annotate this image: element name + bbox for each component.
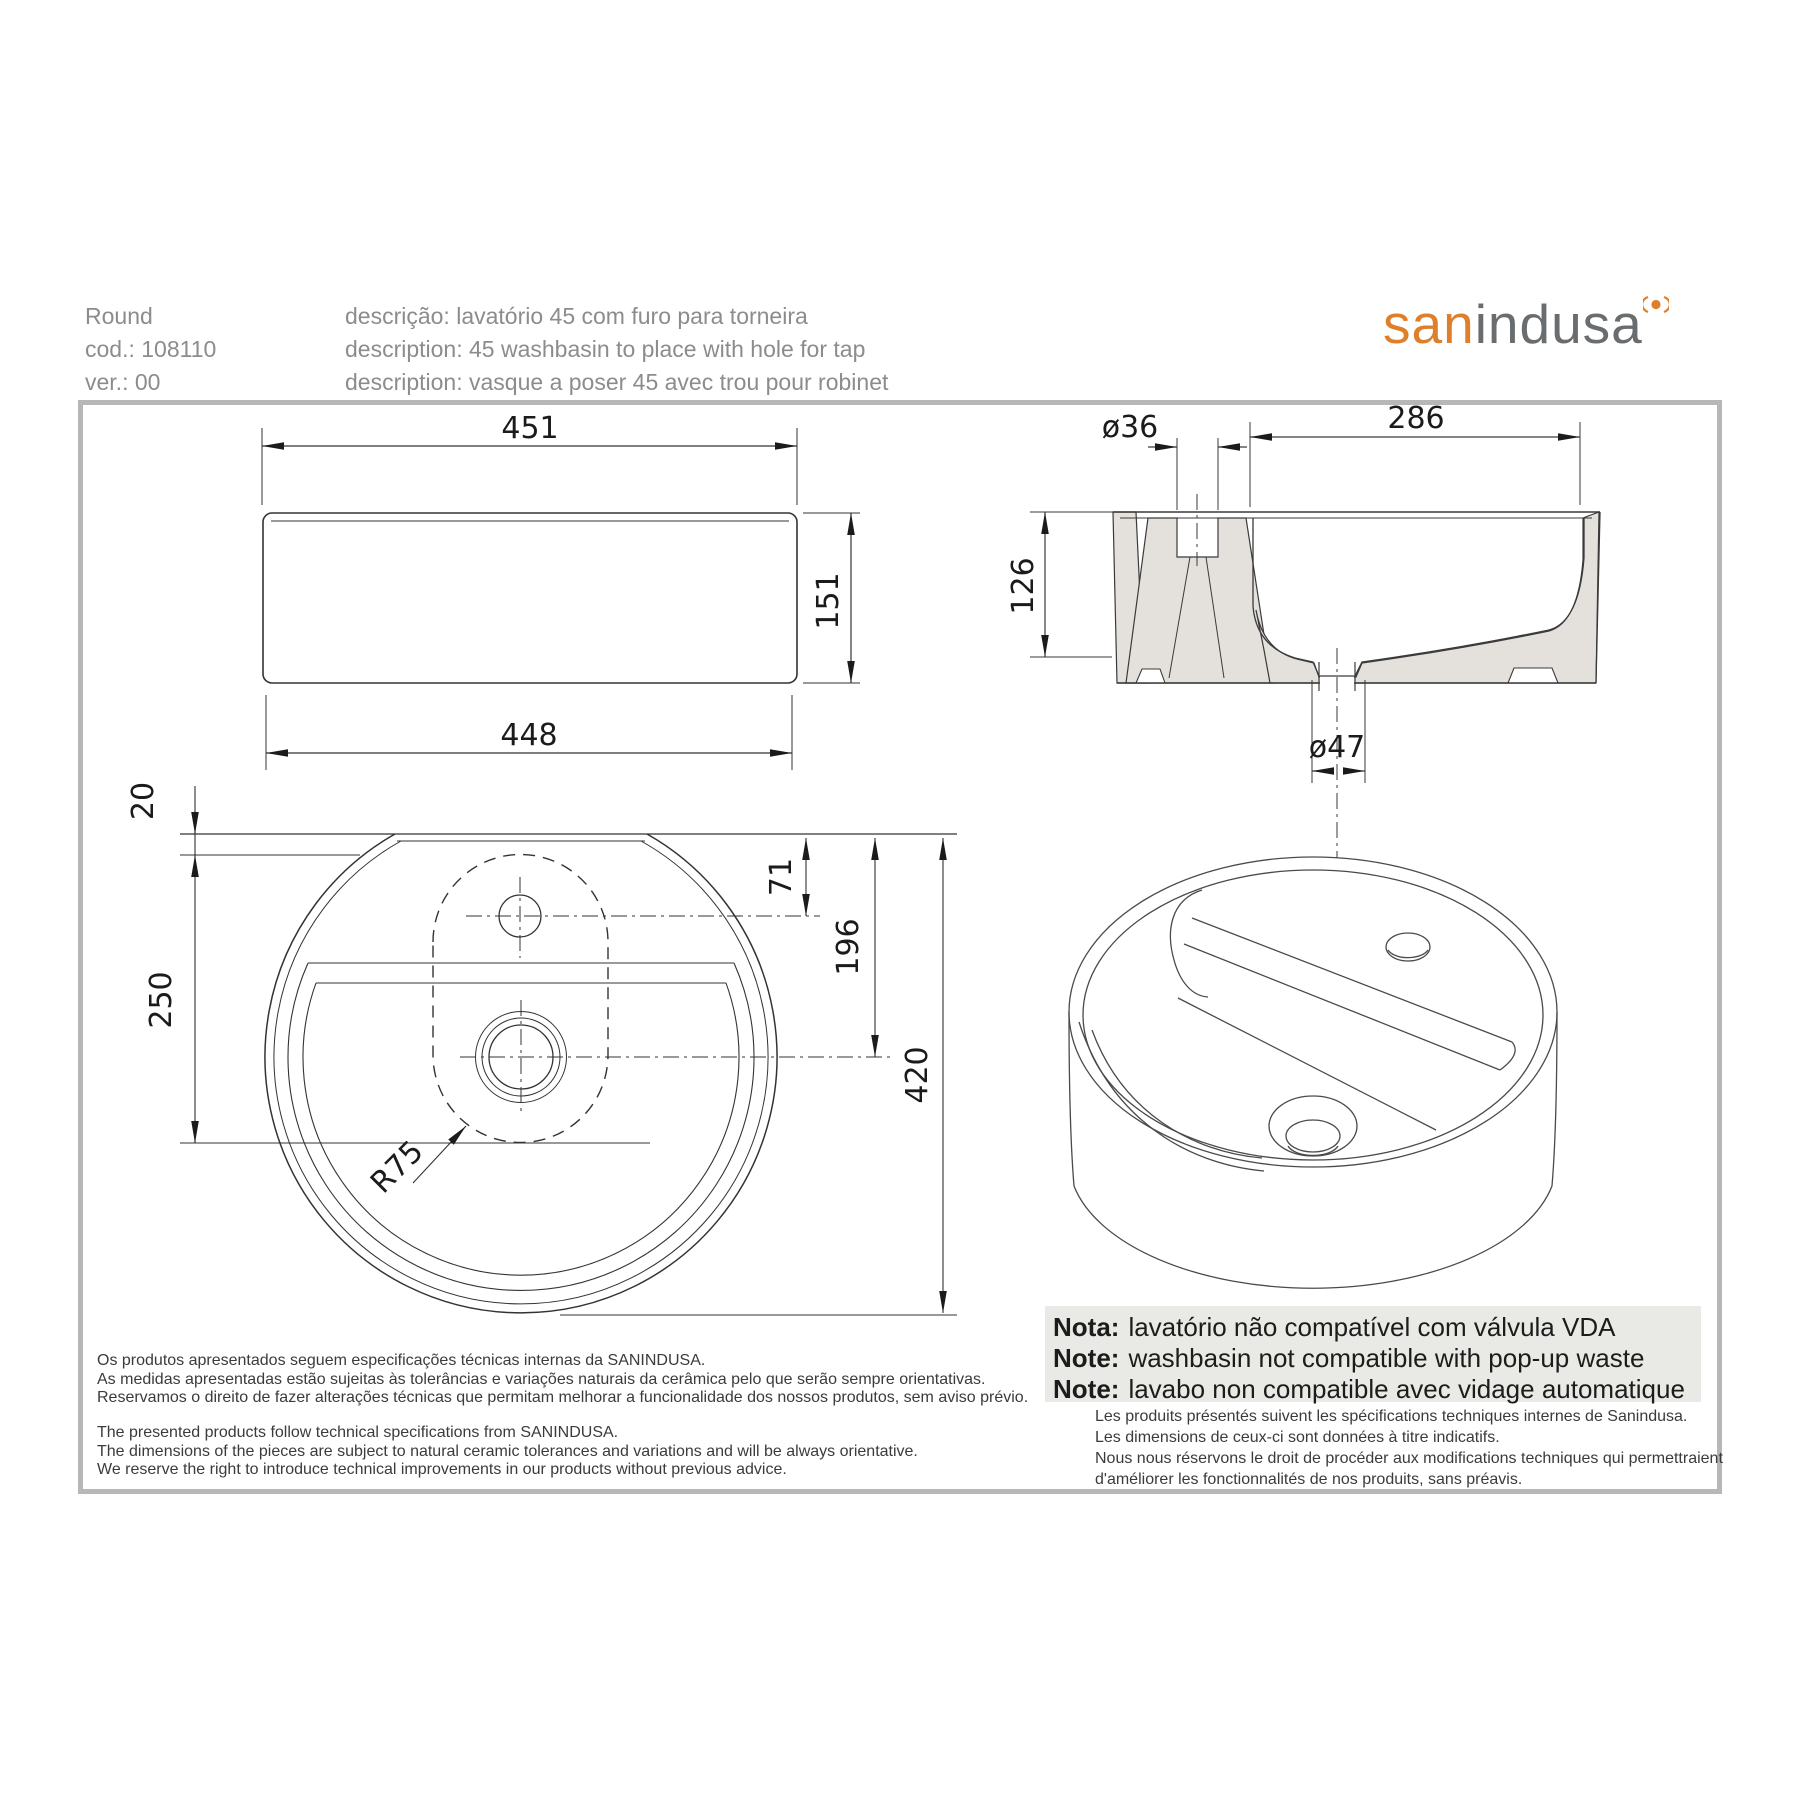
dim-basin-inner-width: 286	[1387, 401, 1445, 436]
product-code: cod.: 108110	[85, 336, 217, 362]
dim-front-height: 151	[811, 572, 846, 630]
description-pt: descrição: lavatório 45 com furo para torneira	[345, 303, 808, 329]
product-name: Round	[85, 303, 153, 329]
disclaimer-en-line: The presented products follow technical specifications from SANINDUSA.	[97, 1424, 619, 1441]
product-version: ver.: 00	[85, 369, 161, 395]
front-view	[262, 411, 860, 770]
dim-overall-diameter: 420	[900, 1046, 935, 1104]
note-en-text: washbasin not compatible with pop-up waste	[1128, 1343, 1645, 1373]
disclaimer-pt-line: As medidas apresentadas estão sujeitas às tolerâncias e variações naturais da cerâmica pelo que serão sempre orientativas.	[97, 1370, 986, 1388]
plan-view	[126, 782, 957, 1315]
disclaimer-en-line: We reserve the right to introduce technical improvements in our products without previous advice.	[97, 1461, 787, 1478]
note-pt	[1053, 1314, 1615, 1340]
description-en: description: 45 washbasin to place with hole for tap	[345, 336, 866, 362]
disclaimer-fr-line: Nous nous réservons le droit de procéder aux modifications techniques qui permettraient	[1095, 1450, 1723, 1467]
disclaimer-pt	[97, 1352, 1028, 1408]
logo-text-indusa: indusa	[1474, 293, 1643, 355]
disclaimer-fr-line: Les dimensions de ceux-ci sont données à titre indicatifs.	[1095, 1429, 1500, 1446]
dim-tap-hole-diameter: ø36	[1101, 410, 1159, 445]
dim-front-width-top: 451	[501, 411, 559, 446]
dim-drain-diameter: ø47	[1308, 730, 1366, 765]
disclaimer-pt-line: Os produtos apresentados seguem especificações técnicas internas da SANINDUSA.	[97, 1352, 706, 1369]
disclaimer-fr-line: d'améliorer les fonctionnalités de nos produits, sans préavis.	[1095, 1471, 1523, 1488]
dim-template-radius: R75	[364, 1134, 431, 1201]
disclaimer-en-line: The dimensions of the pieces are subject to natural ceramic tolerances and variations and will be always orientative.	[97, 1442, 918, 1460]
isometric-view	[1069, 857, 1557, 1288]
disclaimer-en	[97, 1424, 918, 1480]
dim-front-width-bottom: 448	[500, 718, 558, 753]
note-en	[1053, 1345, 1644, 1371]
dim-back-edge-offset: 20	[126, 781, 161, 821]
note-pt-text: lavatório não compatível com válvula VDA	[1128, 1312, 1616, 1342]
dim-section-depth: 126	[1006, 557, 1041, 615]
note-fr	[1053, 1376, 1685, 1402]
logo-text-san: san	[1383, 293, 1475, 355]
note-pt-prefix: Nota:	[1053, 1312, 1120, 1342]
dim-template-length: 250	[144, 971, 179, 1029]
section-view	[1006, 401, 1600, 858]
description-fr: description: vasque a poser 45 avec trou pour robinet	[345, 369, 889, 395]
note-fr-text: lavabo non compatible avec vidage automatique	[1128, 1374, 1685, 1404]
dim-drain-center-offset: 196	[831, 918, 866, 976]
disclaimer-fr	[1095, 1406, 1723, 1490]
note-fr-prefix: Note:	[1053, 1374, 1120, 1404]
disclaimer-fr-line: Les produits présentés suivent les spécifications techniques internes de Sanindusa.	[1095, 1408, 1688, 1425]
dim-tap-center-offset: 71	[764, 857, 799, 897]
disclaimer-pt-line: Reservamos o direito de fazer alterações técnicas que permitam melhorar a funcionalidade dos nossos produtos, sem aviso prévio.	[97, 1389, 1029, 1406]
note-en-prefix: Note:	[1053, 1343, 1120, 1373]
